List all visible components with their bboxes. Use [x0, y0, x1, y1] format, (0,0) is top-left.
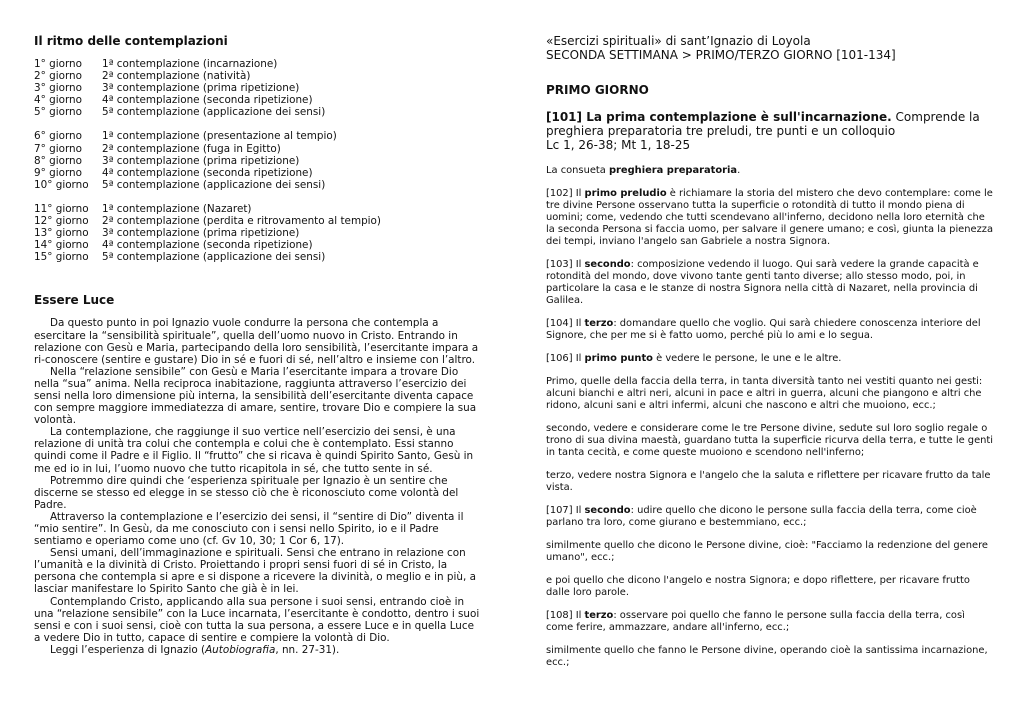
paragraph-104	[546, 318, 994, 342]
schedule-row	[34, 106, 482, 118]
text-bold: secondo	[584, 258, 631, 270]
text: è vedere le persone, le une e le altre.	[652, 352, 842, 364]
text: [107] Il	[546, 504, 585, 516]
day-label: 5° giorno	[34, 106, 82, 119]
section-101-heading: [101] La prima contemplazione è sull'incarnazione.	[546, 110, 892, 124]
day-label: 9° giorno	[34, 166, 82, 179]
text: La consueta	[546, 164, 609, 176]
paragraph-103	[546, 259, 994, 307]
text-bold: terzo	[584, 317, 614, 329]
contemplation-label: 2ª contemplazione (natività)	[102, 70, 251, 83]
text: : domandare quello che voglio. Qui sarà chiedere conoscenza interiore del Signore, che per me si è fatto uomo, perché più lo ami e lo segua.	[546, 317, 981, 341]
paragraph-similmente-1: similmente quello che dicono le Persone divine, cioè: "Facciamo la redenzione del genere umano", ecc.;	[546, 539, 988, 563]
paragraph: Contemplando Cristo, applicando alla sua persone i suoi sensi, entrando cioè in una “relazione sensibile” con la Luce incarnata, l’esercitante è condotto, dentro i suoi sensi e con i suoi sensi, cioè con tutta la sua persona, a essere Luce e in quella Luce a vedere Dio in tutto, capace di sentire e compiere la volontà di Dio.	[34, 595, 480, 644]
contemplation-label: 5ª contemplazione (applicazione dei sensi)	[102, 251, 326, 264]
contemplation-label: 2ª contemplazione (fuga in Egitto)	[102, 142, 281, 155]
scripture-reference: Lc 1, 26-38; Mt 1, 18-25	[546, 138, 691, 153]
text-bold: primo punto	[584, 352, 653, 364]
contemplation-label: 3ª contemplazione (prima ripetizione)	[102, 154, 300, 167]
paragraph-preparatory	[546, 165, 994, 177]
schedule	[34, 58, 482, 263]
day-label: 1° giorno	[34, 58, 82, 70]
schedule-row	[34, 58, 482, 70]
contemplation-label: 3ª contemplazione (prima ripetizione)	[102, 227, 300, 240]
day-label: 10° giorno	[34, 178, 89, 191]
text-bold: secondo	[584, 504, 631, 516]
day-label: 12° giorno	[34, 215, 89, 228]
section-101-text: Comprende la preghiera preparatoria tre preludi, tre punti e un colloquio	[546, 110, 980, 139]
contemplation-label: 4ª contemplazione (seconda ripetizione)	[102, 94, 313, 107]
paragraph-107	[546, 505, 994, 529]
schedule-row	[34, 130, 482, 142]
schedule-row	[34, 203, 482, 215]
day-label: 14° giorno	[34, 239, 89, 252]
header-section: SECONDA SETTIMANA > PRIMO/TERZO GIORNO [101-134]	[546, 48, 896, 62]
schedule-group	[34, 130, 482, 190]
schedule-row	[34, 251, 482, 263]
schedule-row	[34, 155, 482, 167]
schedule-row	[34, 227, 482, 239]
day-heading: PRIMO GIORNO	[546, 83, 649, 97]
day-label: 15° giorno	[34, 251, 89, 264]
paragraph-primo: Primo, quelle della faccia della terra, in tanta diversità tanto nei vestiti quanto nei gesti: alcuni bianchi e altri neri, alcuni in pace e altri in guerra, alcuni che piangono e altri che ridono, alcuni sani e altri infermi, alcuni che nascono e altri che muoiono, ecc.;	[546, 375, 983, 411]
paragraph-108	[546, 610, 994, 634]
paragraph-similmente-2: similmente quello che fanno le Persone divine, operando cioè la santissima incarnazione, ecc.;	[546, 644, 988, 668]
reading-note-text: Leggi l’esperienza di Ignazio (	[50, 643, 206, 656]
day-label: 13° giorno	[34, 227, 89, 240]
schedule-row	[34, 94, 482, 106]
left-column	[34, 34, 482, 656]
text: [103] Il	[546, 258, 585, 270]
contemplation-label: 3ª contemplazione (prima ripetizione)	[102, 82, 300, 95]
contemplation-label: 4ª contemplazione (seconda ripetizione)	[102, 239, 313, 252]
essere-luce-body	[34, 317, 482, 656]
paragraph: Sensi umani, dell’immaginazione e spirituali. Sensi che entrano in relazione con l’umanità e la divinità di Cristo. Proiettando i propri sensi fuori di sé in Cristo, la persona che contempla si apre e si dispone a ricevere la divinità, o meglio e in più, a lasciar manifestare lo Spirito Santo che già è in lei.	[34, 547, 476, 596]
contemplation-label: 1ª contemplazione (presentazione al tempio)	[102, 130, 337, 143]
paragraph: Potremmo dire quindi che ‘esperienza spirituale per Ignazio è un sentire che discerne se stesso ed elegge in se stesso ciò che è riconosciuto come volontà del Padre.	[34, 474, 459, 511]
day-label: 3° giorno	[34, 82, 82, 95]
reading-note-ref: , nn. 27-31).	[275, 643, 340, 656]
contemplation-label: 1ª contemplazione (Nazaret)	[102, 202, 252, 215]
paragraph-secondo: secondo, vedere e considerare come le tre Persone divine, sedute sul loro soglio regale o trono di sua divina maestà, guardano tutta la superficie ricurva della terra, e tutte le genti in tanta cecità, e come queste muoiono e scendono nell'inferno;	[546, 422, 994, 458]
text: [102] Il	[546, 187, 585, 199]
reading-note	[34, 644, 482, 656]
text: [106] Il	[546, 352, 585, 364]
contemplation-label: 5ª contemplazione (applicazione dei sensi)	[102, 178, 326, 191]
essere-luce-title: Essere Luce	[34, 293, 115, 308]
schedule-group	[34, 58, 482, 118]
running-header	[546, 34, 994, 62]
right-column	[546, 34, 994, 680]
paragraph: Nella “relazione sensibile” con Gesù e Maria l’esercitante impara a trovare Dio nella “sua” anima. Nella reciproca inabitazione, raggiunta attraverso l’esercizio dei sensi nella loro dimensione più interna, la sensibilità dell’esercitante diventa capace con sempre maggiore immediatezza di amare, sentire, trovare Dio e compiere la sua volontà.	[34, 365, 477, 427]
day-label: 11° giorno	[34, 202, 89, 215]
contemplation-label: 4ª contemplazione (seconda ripetizione)	[102, 166, 313, 179]
text-bold: terzo	[584, 609, 614, 621]
schedule-row	[34, 215, 482, 227]
text: .	[737, 164, 741, 176]
text: : osservare poi quello che fanno le persone sulla faccia della terra, così come ferire, ammazzare, andare all'inferno, ecc.;	[546, 609, 965, 633]
text-bold: primo preludio	[584, 187, 667, 199]
rhythm-title: Il ritmo delle contemplazioni	[34, 34, 228, 48]
day-label: 6° giorno	[34, 130, 82, 143]
day-label: 7° giorno	[34, 142, 82, 155]
text: [108] Il	[546, 609, 585, 621]
header-source: «Esercizi spirituali» di sant’Ignazio di Loyola	[546, 34, 811, 48]
contemplation-label: 2ª contemplazione (perdita e ritrovamento al tempio)	[102, 215, 381, 228]
contemplation-label: 5ª contemplazione (applicazione dei sensi)	[102, 106, 326, 119]
text-bold: preghiera preparatoria	[608, 164, 738, 176]
day-label: 2° giorno	[34, 70, 82, 83]
paragraph-106	[546, 353, 994, 365]
schedule-row	[34, 70, 482, 82]
text: è richiamare la storia del mistero che devo contemplare: come le tre divine Persone osservano tutta la superficie o rotondità di tutto il mondo piena di uomini; come, vedendo che tutti scendevano all'inferno, decidono nella loro eternità che la seconda Persona si faccia uomo, per salvare il genere umano; e così, giunta la pienezza dei tempi, inviano l'angelo san Gabriele a nostra Signora.	[546, 187, 994, 247]
schedule-row	[34, 82, 482, 94]
schedule-row	[34, 179, 482, 191]
paragraph: Da questo punto in poi Ignazio vuole condurre la persona che contempla a esercitare la “sensibilità spirituale”, quella dell’uomo nuovo in Cristo. Entrando in relazione con Gesù e Maria, partecipando della loro sensibilità, l’esercitante impara a ri-conoscere (sentire e gustare) Dio in sé e fuori di sé, nell’altro e insieme con l’altro.	[34, 317, 479, 366]
text: : composizione vedendo il luogo. Qui sarà vedere la grande capacità e rotondità del mondo, dove vivono tante genti tanto diverse; allo stesso modo, poi, in particolare la casa e le stanze di nostra Signora nella città di Nazaret, nella provincia di Galilea.	[546, 258, 979, 306]
paragraph: La contemplazione, che raggiunge il suo vertice nell’esercizio dei sensi, è una relazione di unità tra colui che contempla e colui che è contemplato. Essi stanno quindi come il Padre e il Figlio. Il “frutto” che si ricava è quindi Spirito Santo, Gesù in me ed io in lui, l’uomo nuovo che tutto ricapitola in sé, che tutto sente in sé.	[34, 426, 474, 475]
contemplation-label: 1ª contemplazione (incarnazione)	[102, 58, 278, 70]
paragraph-e-poi: e poi quello che dicono l'angelo e nostra Signora; e dopo riflettere, per ricavare frutto dalle loro parole.	[546, 574, 970, 598]
text: : udire quello che dicono le persone sulla faccia della terra, come cioè parlano tra loro, come giurano e bestemmiano, ecc.;	[546, 504, 977, 528]
paragraph-102	[546, 188, 994, 248]
reading-note-title: Autobiografia	[205, 643, 276, 656]
text: [104] Il	[546, 317, 585, 329]
schedule-row	[34, 239, 482, 251]
schedule-row	[34, 143, 482, 155]
day-label: 4° giorno	[34, 94, 82, 107]
schedule-row	[34, 167, 482, 179]
paragraph: Attraverso la contemplazione e l’esercizio dei sensi, il “sentire di Dio” diventa il “mio sentire”. In Gesù, da me conosciuto con i sensi nello Spirito, io e il Padre sentiamo e operiamo come uno (cf. Gv 10, 30; 1 Cor 6, 17).	[34, 510, 464, 548]
day-label: 8° giorno	[34, 154, 82, 167]
paragraph-terzo: terzo, vedere nostra Signora e l'angelo che la saluta e riflettere per ricavare frutto da tale vista.	[546, 469, 991, 493]
section-101	[546, 110, 994, 153]
schedule-group	[34, 203, 482, 263]
